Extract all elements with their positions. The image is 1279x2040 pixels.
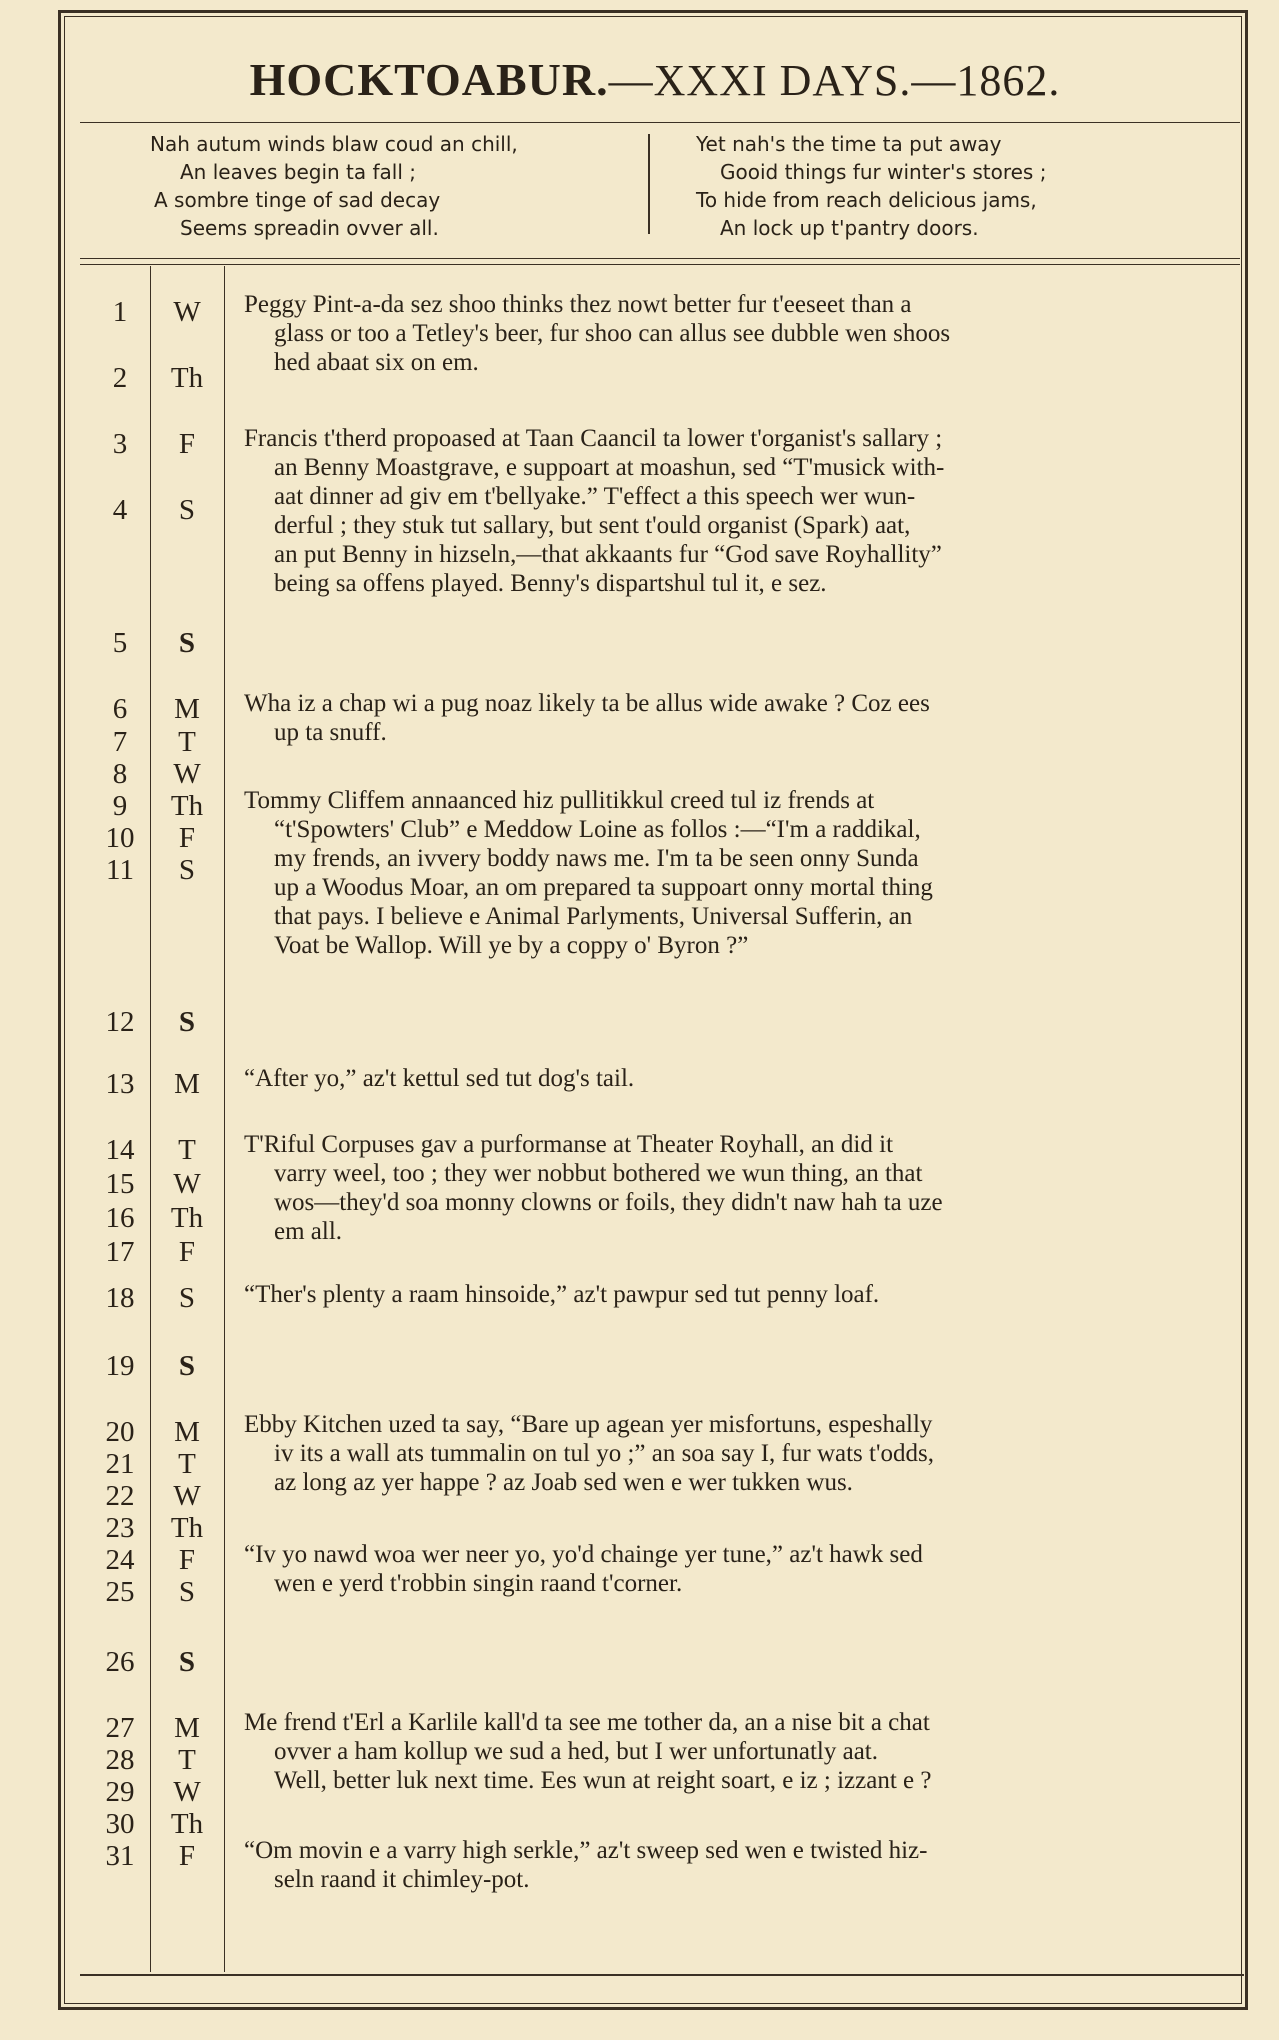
weekday: M xyxy=(174,1068,200,1100)
verse-line: Gooid things fur winter's stores ; xyxy=(720,160,1047,184)
weekday: W xyxy=(173,1480,201,1512)
weekday: W xyxy=(173,296,201,328)
note-line: varry weel, too ; they wer nobbut bothered we wun thing, an that xyxy=(274,1160,923,1187)
day-number: 27 xyxy=(105,1712,135,1744)
note-line: Me frend t'Erl a Karlile kall'd ta see me tother da, an a nise bit a chat xyxy=(244,1709,930,1736)
note-line: derful ; they stuk tut sallary, but sent t'ould organist (Spark) aat, xyxy=(274,512,911,539)
day-number: 25 xyxy=(105,1576,135,1608)
note-line: “After yo,” az't kettul sed tut dog's tail. xyxy=(244,1065,635,1092)
weekday: F xyxy=(178,1840,196,1872)
day-number: 26 xyxy=(105,1646,135,1678)
note-line: up a Woodus Moar, an om prepared ta suppoart onny mortal thing xyxy=(274,874,933,901)
note-line: seln raand it chimley-pot. xyxy=(274,1866,530,1893)
day-number: 9 xyxy=(112,790,128,822)
weekday-sunday: S xyxy=(178,627,196,659)
day-number: 10 xyxy=(105,822,135,854)
verse-line: A sombre tinge of sad decay xyxy=(154,188,441,212)
verse-line: An lock up t'pantry doors. xyxy=(720,216,979,240)
day-number: 15 xyxy=(105,1168,135,1200)
day-number: 19 xyxy=(105,1350,135,1382)
day-number: 16 xyxy=(105,1202,135,1234)
day-number: 4 xyxy=(112,494,128,526)
note-line: aat dinner ad giv em t'bellyake.” T'effect a this speech wer wun- xyxy=(274,483,916,510)
note-line: az long az yer happe ? az Joab sed wen e wer tukken wus. xyxy=(274,1469,853,1496)
weekday: S xyxy=(178,1576,196,1608)
month-name: HOCKTOABUR. xyxy=(249,54,609,105)
day-number: 31 xyxy=(105,1840,135,1872)
note-line: Francis t'therd propoased at Taan Caancil ta lower t'organist's sallary ; xyxy=(244,425,943,452)
note-line: up ta snuff. xyxy=(274,719,387,746)
column-divider-weekday xyxy=(224,266,225,1972)
weekday: T xyxy=(178,726,196,758)
almanac-note xyxy=(244,689,1216,747)
almanac-note xyxy=(244,1280,1216,1309)
verse-line: Yet nah's the time ta put away xyxy=(696,132,1002,156)
almanac-note xyxy=(244,1836,1216,1894)
weekday: Th xyxy=(170,362,204,394)
weekday: M xyxy=(174,1712,200,1744)
day-number: 12 xyxy=(105,1006,135,1038)
note-line: “t'Spowters' Club” e Meddow Loine as follos :—“I'm a raddikal, xyxy=(274,816,921,843)
weekday: W xyxy=(173,758,201,790)
weekday: Th xyxy=(170,1808,204,1840)
almanac-note xyxy=(244,1064,1216,1093)
note-line: hed abaat six on em. xyxy=(274,349,479,376)
verse-line: Seems spreadin ovver all. xyxy=(180,216,439,240)
verse-line: An leaves begin ta fall ; xyxy=(180,160,416,184)
day-number: 30 xyxy=(105,1808,135,1840)
weekday: F xyxy=(178,822,196,854)
day-number: 17 xyxy=(105,1236,135,1268)
weekday: T xyxy=(178,1744,196,1776)
note-line: Ebby Kitchen uzed ta say, “Bare up agean yer misfortuns, espeshally xyxy=(244,1411,933,1438)
day-number: 6 xyxy=(112,693,128,725)
day-number: 1 xyxy=(112,296,128,328)
weekday: F xyxy=(178,428,196,460)
almanac-note xyxy=(244,1410,1216,1497)
day-number: 24 xyxy=(105,1544,135,1576)
verse-right xyxy=(688,130,1208,242)
weekday: S xyxy=(178,854,196,886)
weekday: W xyxy=(173,1776,201,1808)
note-line: glass or too a Tetley's beer, fur shoo can allus see dubble wen shoos xyxy=(274,320,951,347)
note-line: “Om movin e a varry high serkle,” az't sweep sed wen e twisted hiz- xyxy=(244,1837,928,1864)
day-number: 20 xyxy=(105,1416,135,1448)
weekday-sunday: S xyxy=(178,1646,196,1678)
day-number: 2 xyxy=(112,362,128,394)
verse-line: Nah autum winds blaw coud an chill, xyxy=(150,132,518,156)
almanac-note xyxy=(244,1130,1216,1246)
weekday: T xyxy=(178,1134,196,1166)
table-bottom-rule xyxy=(80,1974,1244,1976)
day-number: 22 xyxy=(105,1480,135,1512)
verse-left xyxy=(150,130,670,242)
day-number: 29 xyxy=(105,1776,135,1808)
weekday: Th xyxy=(170,1512,204,1544)
note-line: Tommy Cliffem annaanced hiz pullitikkul creed tul iz frends at xyxy=(244,787,875,814)
almanac-note xyxy=(244,290,1216,377)
weekday: M xyxy=(174,1416,200,1448)
note-line: ovver a ham kollup we sud a hed, but I wer unfortunatly aat. xyxy=(274,1738,878,1765)
note-line: an Benny Moastgrave, e suppoart at moashun, sed “T'musick with- xyxy=(274,454,945,481)
day-number: 21 xyxy=(105,1448,135,1480)
weekday: Th xyxy=(170,790,204,822)
day-number: 3 xyxy=(112,428,128,460)
day-number: 18 xyxy=(105,1282,135,1314)
day-number: 8 xyxy=(112,758,128,790)
note-line: an put Benny in hizseln,—that akkaants fur “God save Royhallity” xyxy=(274,541,942,568)
page-title xyxy=(75,40,1235,120)
day-number: 13 xyxy=(105,1068,135,1100)
weekday: S xyxy=(178,1282,196,1314)
note-line: wos—they'd soa monny clowns or foils, they didn't naw hah ta uze xyxy=(274,1189,943,1216)
note-line: Peggy Pint-a-da sez shoo thinks thez nowt better fur t'eeseet than a xyxy=(244,291,912,318)
almanac-note xyxy=(244,786,1216,960)
day-number: 7 xyxy=(112,726,128,758)
note-line: wen e yerd t'robbin singin raand t'corner. xyxy=(274,1570,683,1597)
verse-line: To hide from reach delicious jams, xyxy=(696,188,1037,212)
day-number: 11 xyxy=(106,854,134,886)
month-subtitle: —XXXI DAYS.—1862. xyxy=(608,56,1061,105)
weekday: Th xyxy=(170,1202,204,1234)
almanac-note xyxy=(244,1708,1216,1795)
weekday: F xyxy=(178,1544,196,1576)
almanac-note xyxy=(244,424,1216,598)
title-rule xyxy=(80,122,1240,123)
note-line: “Ther's plenty a raam hinsoide,” az't pawpur sed tut penny loaf. xyxy=(244,1281,880,1308)
note-line: Voat be Wallop. Will ye by a coppy o' Byron ?” xyxy=(274,932,749,959)
note-line: being sa offens played. Benny's dispartshul tul it, e sez. xyxy=(274,570,827,597)
day-number: 5 xyxy=(112,627,128,659)
note-line: Wha iz a chap wi a pug noaz likely ta be allus wide awake ? Coz ees xyxy=(244,690,930,717)
day-number: 23 xyxy=(105,1512,135,1544)
note-line: “Iv yo nawd woa wer neer yo, yo'd chainge yer tune,” az't hawk sed xyxy=(244,1541,923,1568)
note-line: Well, better luk next time. Ees wun at reight soart, e iz ; izzant e ? xyxy=(274,1767,932,1794)
weekday: W xyxy=(173,1168,201,1200)
note-line: that pays. I believe e Animal Parlyments, Universal Sufferin, an xyxy=(274,903,913,930)
note-line: iv its a wall ats tummalin on tul yo ;” an soa say I, fur wats t'odds, xyxy=(274,1440,934,1467)
weekday-sunday: S xyxy=(178,1350,196,1382)
day-number: 28 xyxy=(105,1744,135,1776)
weekday-sunday: S xyxy=(178,1006,196,1038)
verse-divider xyxy=(648,134,650,234)
almanac-note xyxy=(244,1540,1216,1598)
day-number: 14 xyxy=(105,1134,135,1166)
verse-rule-bottom xyxy=(80,264,1240,265)
note-line: my frends, an ivvery boddy naws me. I'm ta be seen onny Sunda xyxy=(274,845,919,872)
weekday: F xyxy=(178,1236,196,1268)
weekday: S xyxy=(178,494,196,526)
weekday: T xyxy=(178,1448,196,1480)
verse-rule-top xyxy=(80,258,1240,259)
note-line: em all. xyxy=(274,1218,343,1245)
weekday: M xyxy=(174,693,200,725)
note-line: T'Riful Corpuses gav a purformanse at Theater Royhall, an did it xyxy=(244,1131,894,1158)
